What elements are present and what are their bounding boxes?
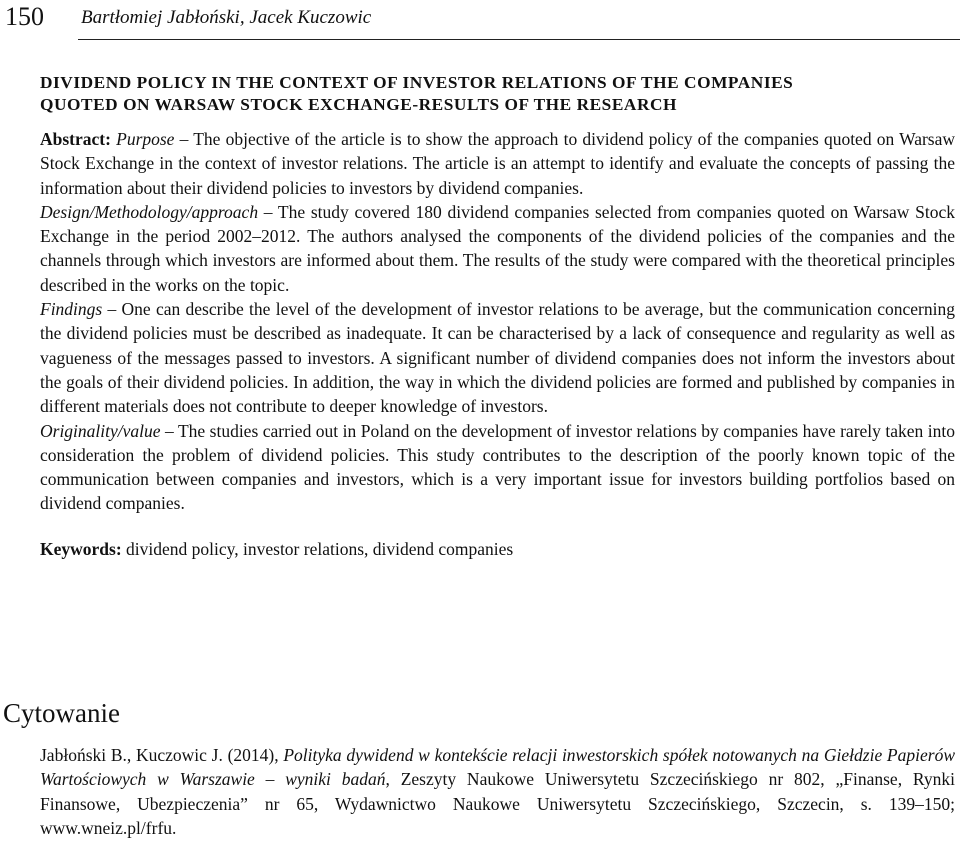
design-text: – The study covered 180 dividend companies selected from companies quoted on Warsaw Stock Exchange in the period 2002–2012. The authors analysed the components of the dividend policies of the companies and the channels through which investors are informed about them. The results of the study were compared with the theoretical principles described in the works on the topic.	[40, 201, 955, 295]
abstract-design	[40, 200, 955, 297]
keywords-text: dividend policy, investor relations, dividend companies	[121, 538, 514, 559]
findings-text: – One can describe the level of the development of investor relations to be average, but the communication concerning the dividend policies must be described as inadequate. It can be characterised by a lack of consequence and regularity as well as vagueness of the messages passed to investors. A significant number of dividend companies does not inform the investors about the goals of their dividend policies. In addition, the way in which the dividend policies are formed and published by companies in different materials does not contribute to deeper knowledge of investors.	[40, 299, 955, 417]
purpose-text: – The objective of the article is to show the approach to dividend policy of the companies quoted on Warsaw Stock Exchange in the context of investor relations. The article is an attempt to identify and evaluate the concepts of passing the information about their dividend policies to investors by dividend companies.	[40, 129, 956, 198]
running-header-authors: Bartłomiej Jabłoński, Jacek Kuczowic	[81, 7, 372, 28]
article-title	[40, 72, 955, 116]
citation-text	[40, 743, 955, 840]
abstract-originality	[40, 419, 955, 516]
citation-heading: Cytowanie	[3, 698, 120, 728]
originality-label: Originality/value	[40, 420, 161, 441]
abstract-findings	[40, 297, 955, 418]
keywords-label: Keywords:	[40, 538, 122, 559]
purpose-label: Purpose	[116, 129, 175, 149]
page-number: 150	[5, 2, 44, 31]
citation-source: , Zeszyty Naukowe Uniwersytetu Szczecińskiego nr 802, „Finanse, Rynki Finansowe, Ubezpieczenia” nr 65, Wydawnictwo Naukowe Uniwersytetu Szczecińskiego, Szczecin, s. 139–150; www.wneiz.pl/frfu.	[40, 769, 955, 838]
citation-title: Polityka dywidend w kontekście relacji inwestorskich spółek notowanych na Giełdzie Papierów Wartościowych w Warszawie – wyniki badań	[40, 745, 955, 790]
keywords	[40, 537, 955, 561]
header-rule	[78, 39, 960, 40]
citation-authors-year: Jabłoński B., Kuczowic J. (2014),	[40, 745, 284, 765]
citation	[40, 743, 955, 840]
article-title-line-1: DIVIDEND POLICY IN THE CONTEXT OF INVESTOR RELATIONS OF THE COMPANIES	[40, 73, 794, 92]
abstract-purpose	[40, 127, 955, 200]
article-title-line-2: QUOTED ON WARSAW STOCK EXCHANGE-RESULTS OF THE RESEARCH	[40, 95, 678, 114]
originality-text: – The studies carried out in Poland on the development of investor relations by companies have rarely taken into consideration the problem of dividend policies. This study contributes to the description of the poorly known topic of the communication between companies and investors, which is a very important issue for investors building portfolios based on dividend companies.	[40, 420, 955, 514]
running-header	[0, 0, 960, 40]
findings-label: Findings	[40, 299, 103, 320]
abstract	[40, 127, 955, 561]
design-label: Design/Methodology/approach	[40, 201, 259, 222]
abstract-heading: Abstract:	[40, 129, 111, 149]
